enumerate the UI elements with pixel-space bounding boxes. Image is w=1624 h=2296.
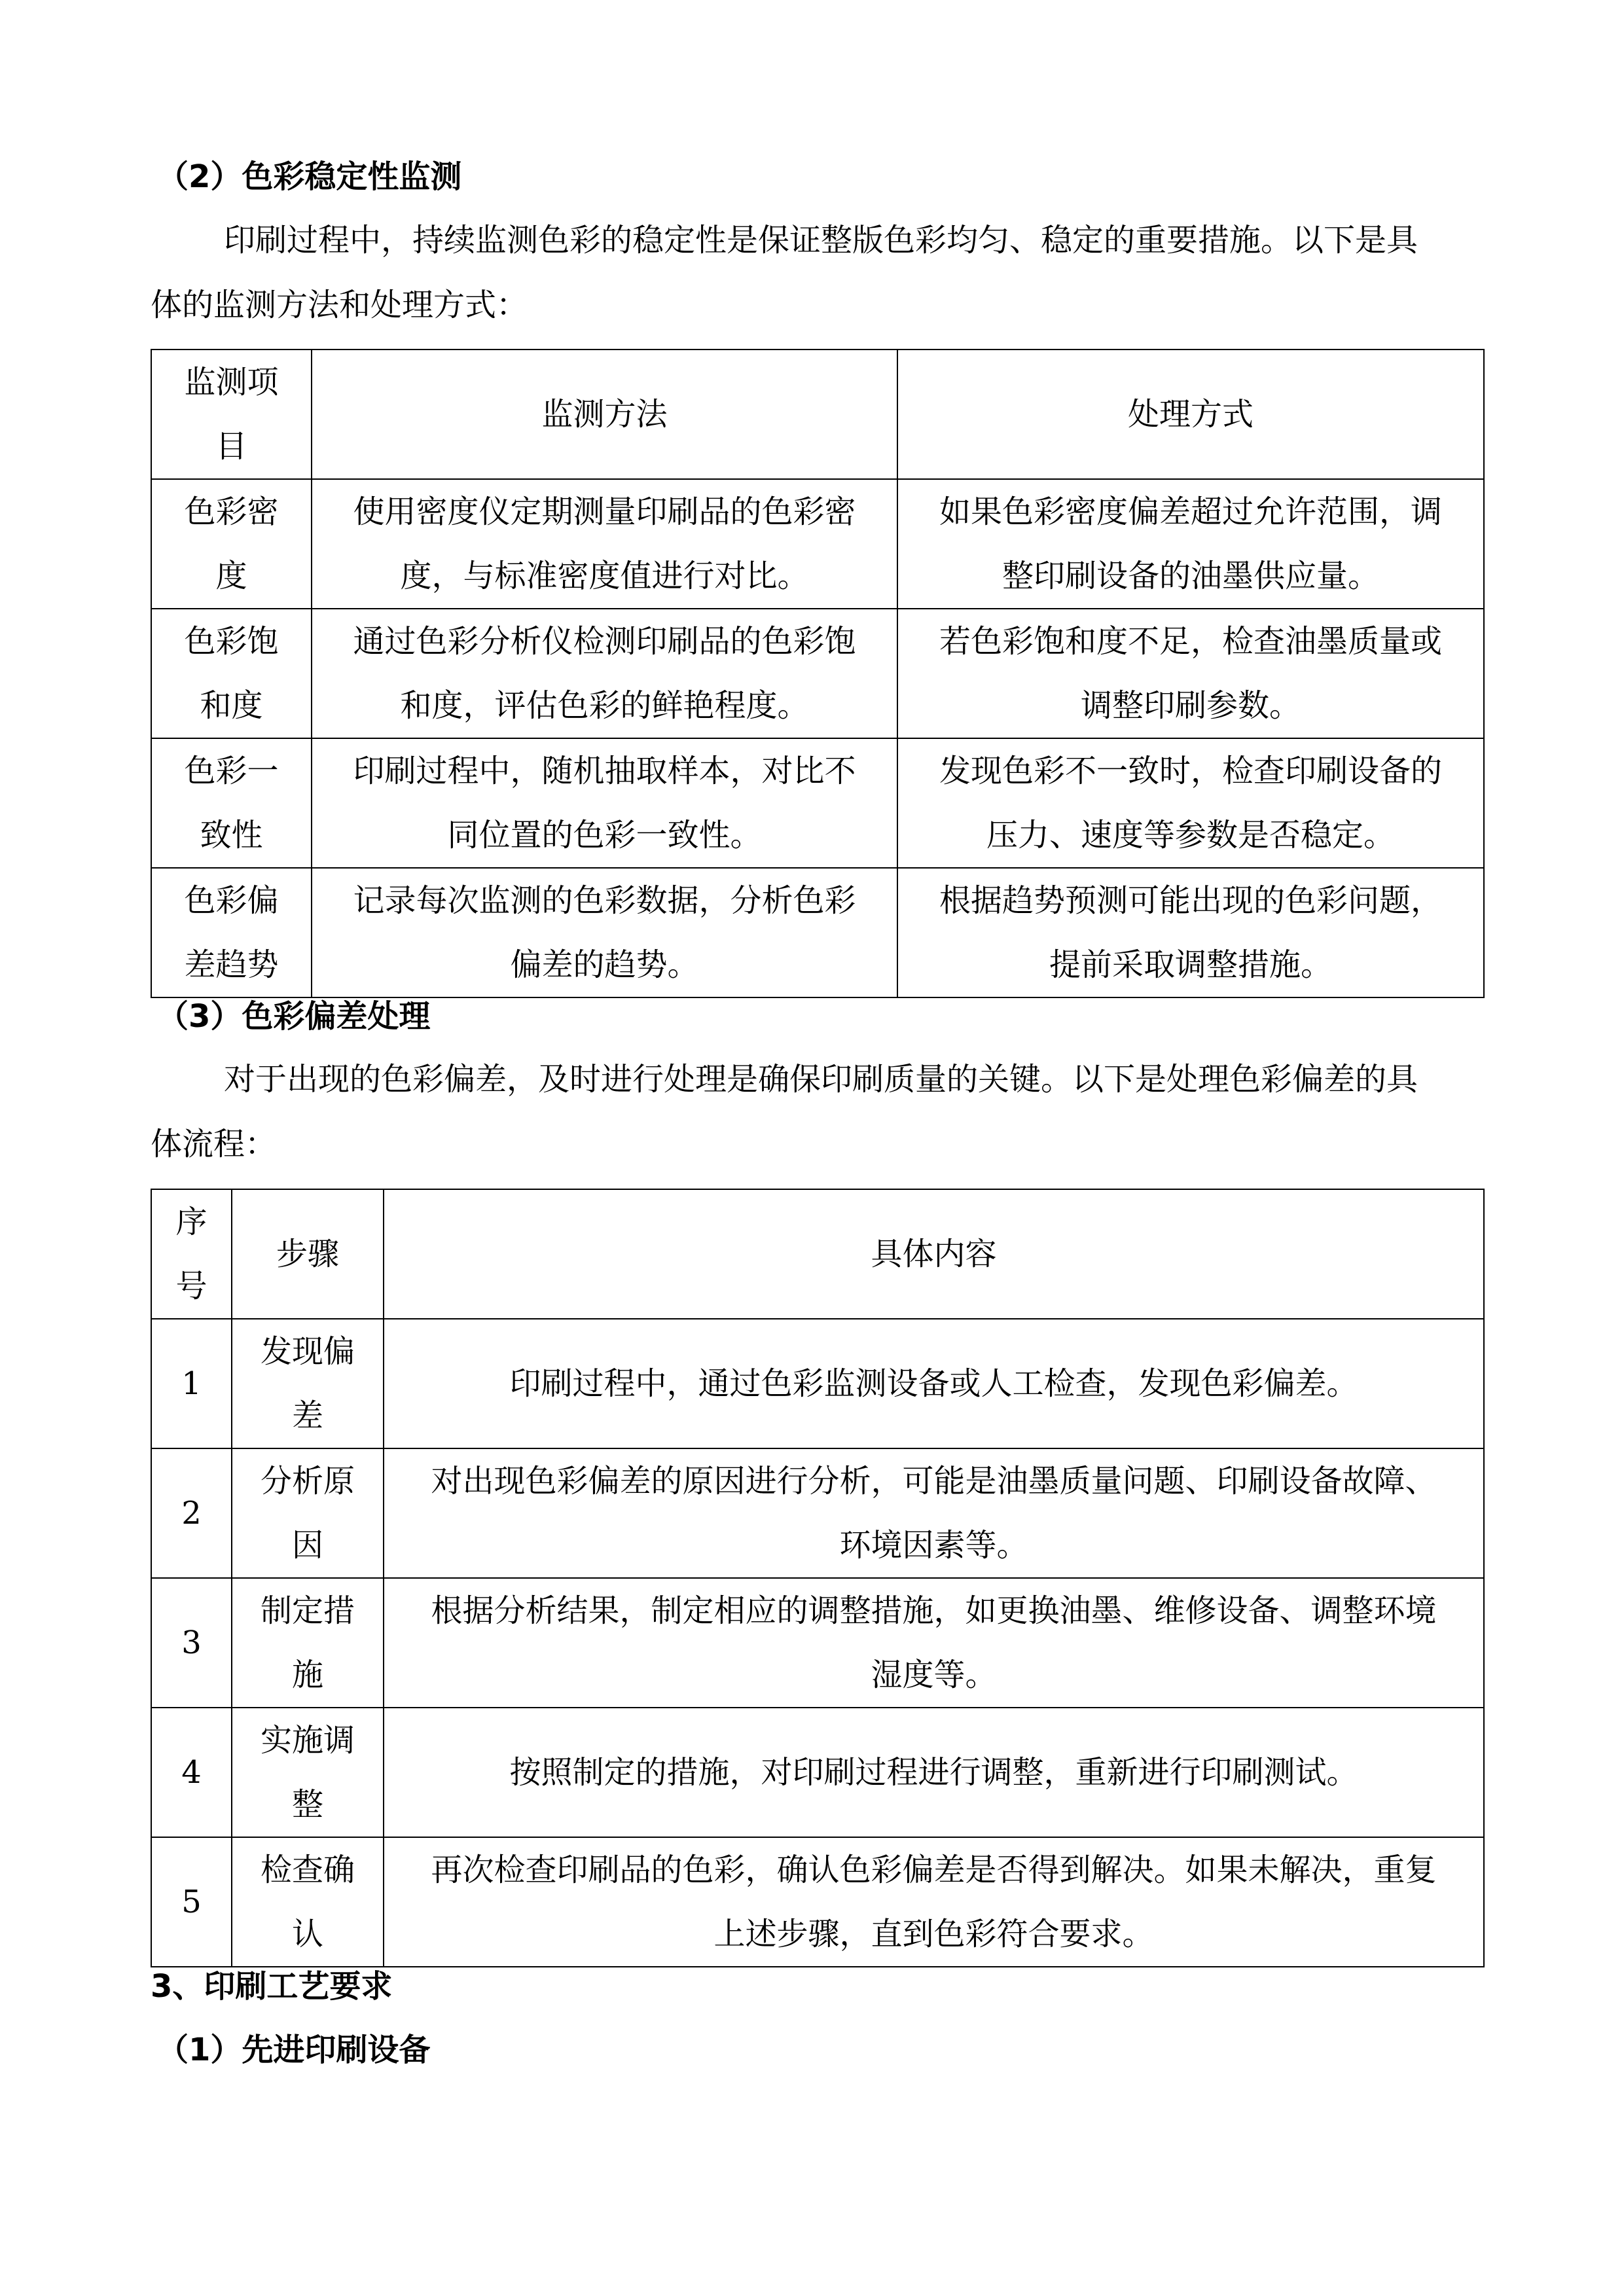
paragraph-line: 对于出现的色彩偏差，及时进行处理是确保印刷质量的关键。以下是处理色彩偏差的具: [224, 1061, 1418, 1098]
header-cell: 处理方式: [897, 350, 1484, 479]
deviation-process-table: [151, 1189, 1485, 1967]
table-cell: 再次检查印刷品的色彩，确认色彩偏差是否得到解决。如果未解决，重复 上述步骤，直到色彩符合要求。: [384, 1837, 1484, 1967]
table-cell: 制定措 施: [232, 1578, 384, 1708]
table-cell: 印刷过程中，通过色彩监测设备或人工检查，发现色彩偏差。: [384, 1319, 1484, 1448]
table-row: [151, 1448, 1484, 1578]
header-cell: 监测项 目: [151, 350, 312, 479]
section-heading-printing-requirements: 3、印刷工艺要求: [151, 1968, 393, 2005]
table-row: [151, 1837, 1484, 1967]
header-cell: 监测方法: [312, 350, 897, 479]
paragraph-line: 体的监测方法和处理方式：: [151, 287, 528, 323]
table-row: [151, 479, 1484, 609]
table-cell: 对出现色彩偏差的原因进行分析，可能是油墨质量问题、印刷设备故障、 环境因素等。: [384, 1448, 1484, 1578]
table-row: [151, 868, 1484, 997]
table-cell: 5: [151, 1837, 232, 1967]
table-cell: 发现偏 差: [232, 1319, 384, 1448]
table-cell: 分析原 因: [232, 1448, 384, 1578]
table-cell: 检查确 认: [232, 1837, 384, 1967]
table-cell: 1: [151, 1319, 232, 1448]
table-cell: 实施调 整: [232, 1708, 384, 1837]
table-cell: 记录每次监测的色彩数据，分析色彩 偏差的趋势。: [312, 868, 897, 997]
table-header-row: [151, 350, 1484, 479]
table-cell: 根据分析结果，制定相应的调整措施，如更换油墨、维修设备、调整环境 湿度等。: [384, 1578, 1484, 1708]
table-row: [151, 609, 1484, 738]
table-row: [151, 738, 1484, 868]
table-cell: 若色彩饱和度不足，检查油墨质量或 调整印刷参数。: [897, 609, 1484, 738]
table-row: [151, 1708, 1484, 1837]
header-cell: 步骤: [232, 1189, 384, 1319]
monitoring-table: [151, 349, 1485, 998]
table-cell: 4: [151, 1708, 232, 1837]
paragraph-deviation-handling: [151, 1047, 1483, 1177]
table-cell: 按照制定的措施，对印刷过程进行调整，重新进行印刷测试。: [384, 1708, 1484, 1837]
table-cell: 3: [151, 1578, 232, 1708]
table-cell: 发现色彩不一致时，检查印刷设备的 压力、速度等参数是否稳定。: [897, 738, 1484, 868]
table-cell: 印刷过程中，随机抽取样本，对比不 同位置的色彩一致性。: [312, 738, 897, 868]
table-row: [151, 1578, 1484, 1708]
header-cell: 序 号: [151, 1189, 232, 1319]
paragraph-line: 体流程：: [151, 1126, 277, 1162]
section-heading-color-stability: （2）色彩稳定性监测: [157, 158, 462, 195]
header-cell: 具体内容: [384, 1189, 1484, 1319]
table-cell: 色彩一 致性: [151, 738, 312, 868]
table-cell: 使用密度仪定期测量印刷品的色彩密 度，与标准密度值进行对比。: [312, 479, 897, 609]
table-cell: 2: [151, 1448, 232, 1578]
table-cell: 根据趋势预测可能出现的色彩问题， 提前采取调整措施。: [897, 868, 1484, 997]
table-cell: 如果色彩密度偏差超过允许范围，调 整印刷设备的油墨供应量。: [897, 479, 1484, 609]
table-cell: 色彩偏 差趋势: [151, 868, 312, 997]
table-cell: 色彩饱 和度: [151, 609, 312, 738]
subsection-heading-advanced-equipment: （1）先进印刷设备: [157, 2032, 431, 2068]
section-heading-deviation-handling: （3）色彩偏差处理: [157, 998, 431, 1035]
table-cell: 色彩密 度: [151, 479, 312, 609]
paragraph-color-stability: [151, 208, 1483, 338]
paragraph-line: 印刷过程中，持续监测色彩的稳定性是保证整版色彩均匀、稳定的重要措施。以下是具: [224, 222, 1418, 259]
table-row: [151, 1319, 1484, 1448]
table-header-row: [151, 1189, 1484, 1319]
table-cell: 通过色彩分析仪检测印刷品的色彩饱 和度，评估色彩的鲜艳程度。: [312, 609, 897, 738]
